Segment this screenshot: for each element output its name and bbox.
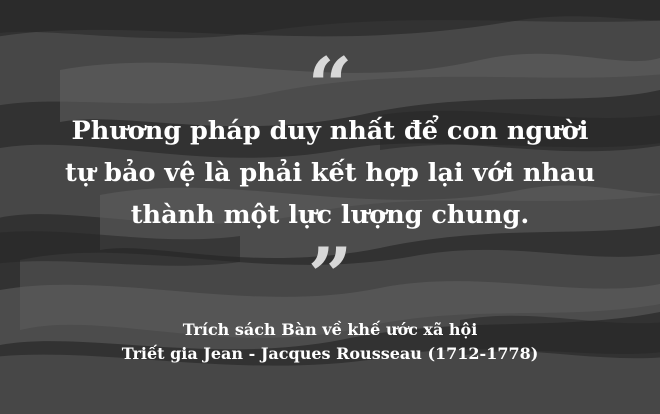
quote-line: tự bảo vệ là phải kết hợp lại với nhau xyxy=(64,158,595,188)
open-quote-mark: “ xyxy=(307,48,353,108)
attribution xyxy=(20,318,640,366)
quote-line: thành một lực lượng chung. xyxy=(130,200,530,230)
attribution-author: Triết gia Jean - Jacques Rousseau (1712-1778) xyxy=(121,344,539,363)
quote-line: Phương pháp duy nhất để con người xyxy=(71,116,589,146)
quote-text xyxy=(30,110,630,236)
close-quote-mark: ” xyxy=(307,238,353,298)
attribution-source: Trích sách Bàn về khế ước xã hội xyxy=(182,320,478,339)
